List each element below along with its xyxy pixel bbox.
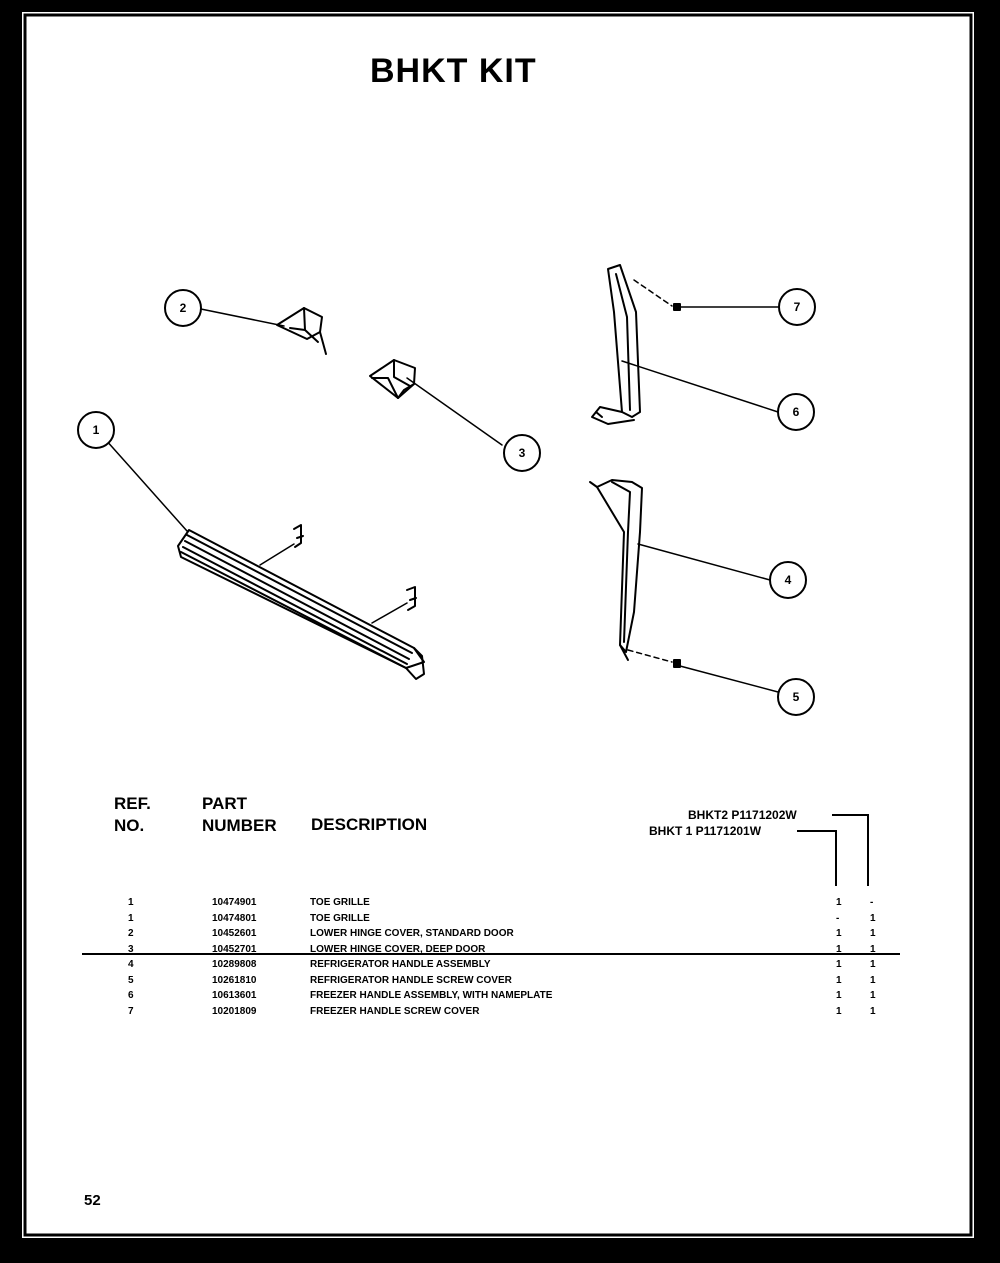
row-ref: 2	[128, 928, 134, 939]
row-qty-bhkt2: 1	[870, 990, 876, 1001]
callout-1-label: 1	[92, 423, 100, 437]
callout-2-label: 2	[179, 301, 187, 315]
row-qty-bhkt2: 1	[870, 912, 876, 924]
row-description: FREEZER HANDLE ASSEMBLY, WITH NAMEPLATE	[310, 990, 553, 1001]
kit-leader-lines	[22, 12, 974, 1238]
row-part-number: 10474901	[212, 897, 257, 908]
row-ref: 1	[128, 912, 134, 924]
row-part-number: 10261810	[212, 974, 257, 986]
header-ref-line1: REF.	[114, 794, 151, 813]
row-qty-bhkt2: 1	[870, 928, 876, 939]
row-description: TOE GRILLE	[310, 897, 370, 908]
header-part-line2: NUMBER	[202, 816, 277, 835]
row-ref: 7	[128, 1005, 134, 1017]
page-title: BHKT KIT	[370, 52, 537, 90]
callout-7-label: 7	[793, 300, 801, 314]
row-part-number: 10474801	[212, 912, 257, 924]
row-description: REFRIGERATOR HANDLE ASSEMBLY	[310, 959, 491, 970]
row-ref: 6	[128, 990, 134, 1001]
row-description: LOWER HINGE COVER, STANDARD DOOR	[310, 928, 514, 939]
row-qty-bhkt1: 1	[836, 897, 842, 908]
row-qty-bhkt1: 1	[836, 1005, 842, 1017]
row-qty-bhkt2: 1	[870, 943, 876, 955]
header-description: DESCRIPTION	[311, 815, 428, 834]
row-part-number: 10452601	[212, 928, 257, 939]
parts-sheet	[22, 12, 974, 1238]
parts-table	[22, 897, 974, 1037]
callout-3-label: 3	[518, 446, 526, 460]
row-ref: 4	[128, 959, 134, 970]
header-part-line1: PART	[202, 794, 248, 813]
kit-label-bhkt1: BHKT 1 P1171201W	[649, 824, 762, 838]
callout-6-label: 6	[792, 405, 800, 419]
row-description: TOE GRILLE	[310, 912, 370, 924]
row-qty-bhkt1: 1	[836, 959, 842, 970]
row-ref: 3	[128, 943, 134, 955]
row-part-number: 10613601	[212, 990, 257, 1001]
row-description: REFRIGERATOR HANDLE SCREW COVER	[310, 974, 512, 986]
row-description: LOWER HINGE COVER, DEEP DOOR	[310, 943, 486, 955]
page-number: 52	[84, 1192, 101, 1209]
callout-5-label: 5	[792, 690, 800, 704]
row-qty-bhkt2: 1	[870, 1005, 876, 1017]
row-qty-bhkt1: 1	[836, 943, 842, 955]
row-qty-bhkt1: 1	[836, 990, 842, 1001]
row-qty-bhkt1: 1	[836, 928, 842, 939]
row-qty-bhkt1: -	[836, 912, 840, 924]
callout-4-label: 4	[784, 573, 792, 587]
row-ref: 1	[128, 897, 134, 908]
row-part-number: 10452701	[212, 943, 257, 955]
row-qty-bhkt2: 1	[870, 959, 876, 970]
kit-label-bhkt2: BHKT2 P1171202W	[688, 808, 797, 822]
header-ref-line2: NO.	[114, 816, 145, 835]
row-qty-bhkt1: 1	[836, 974, 842, 986]
row-ref: 5	[128, 974, 134, 986]
row-description: FREEZER HANDLE SCREW COVER	[310, 1005, 480, 1017]
row-qty-bhkt2: 1	[870, 974, 876, 986]
row-qty-bhkt2: -	[870, 897, 874, 908]
row-part-number: 10201809	[212, 1005, 257, 1017]
row-part-number: 10289808	[212, 959, 257, 970]
